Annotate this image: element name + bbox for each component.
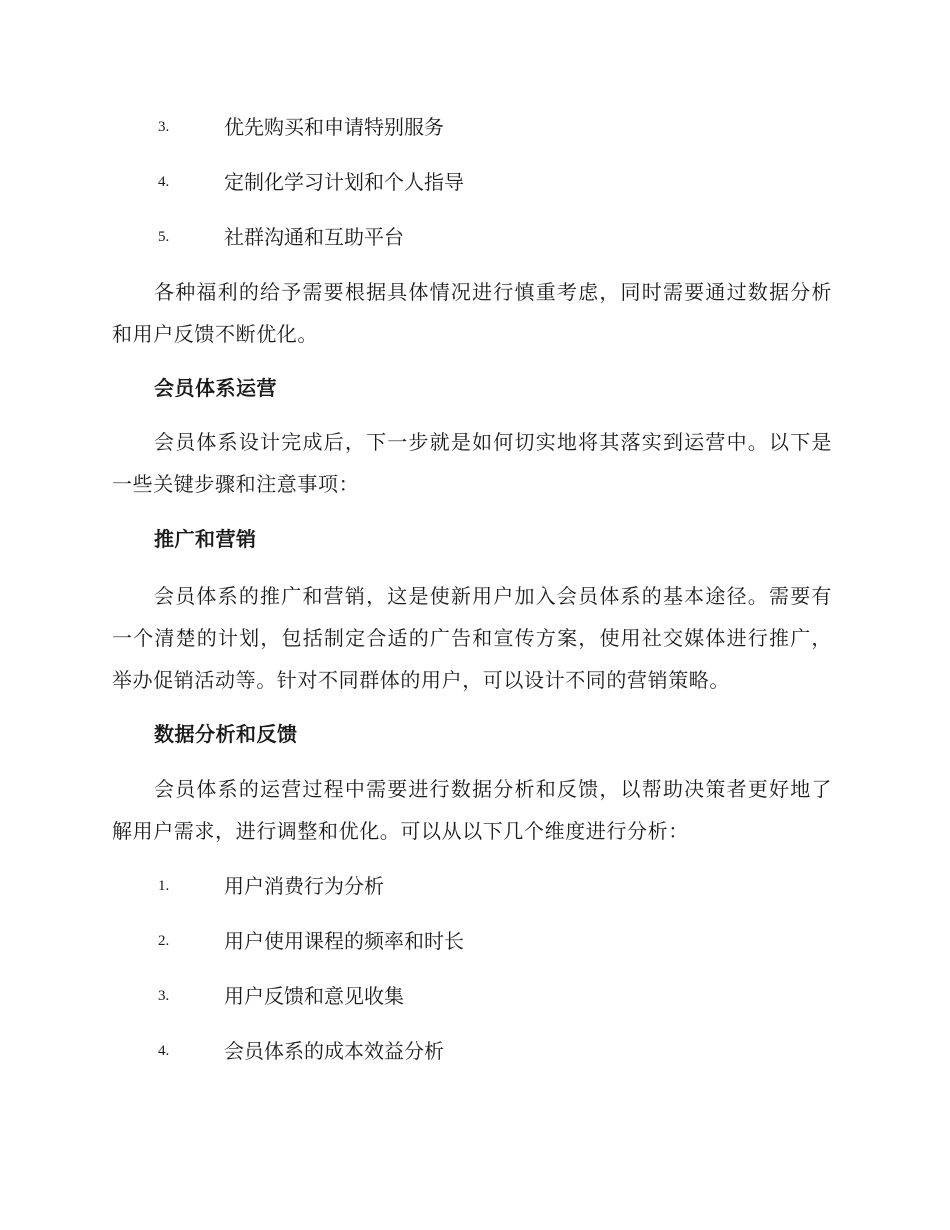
- list-number: 3.: [158, 119, 170, 135]
- list-number: 4.: [158, 174, 170, 190]
- list-text: 用户反馈和意见收集: [224, 984, 404, 1008]
- list-number: 5.: [158, 229, 170, 245]
- list-number: 2.: [158, 933, 170, 949]
- list-number: 4.: [158, 1043, 170, 1059]
- list-number: 1.: [158, 878, 170, 894]
- list-text: 社群沟通和互助平台: [224, 225, 404, 249]
- list-text: 用户使用课程的频率和时长: [224, 929, 464, 953]
- list-item: [0, 866, 950, 906]
- list-text: 定制化学习计划和个人指导: [224, 170, 464, 194]
- list-item: [0, 1031, 950, 1071]
- list-number: 3.: [158, 988, 170, 1004]
- list-item: [0, 217, 950, 257]
- list-text: 优先购买和申请特别服务: [224, 115, 444, 139]
- paragraph: 会员体系的推广和营销，这是使新用户加入会员体系的基本途径。需要有一个清楚的计划，包括制定合适的广告和宣传方案，使用社交媒体进行推广，举办促销活动等。针对不同群体的用户，可以设计不同的营销策略。: [112, 584, 832, 692]
- paragraph: 会员体系设计完成后，下一步就是如何切实地将其落实到运营中。以下是一些关键步骤和注意事项：: [112, 430, 832, 496]
- section-heading: 推广和营销: [154, 527, 257, 551]
- paragraph: 各种福利的给予需要根据具体情况进行慎重考虑，同时需要通过数据分析和用户反馈不断优化。: [112, 280, 832, 346]
- list-text: 用户消费行为分析: [224, 874, 384, 898]
- paragraph: 会员体系的运营过程中需要进行数据分析和反馈，以帮助决策者更好地了解用户需求，进行调整和优化。可以从以下几个维度进行分析：: [112, 777, 832, 843]
- list-item: [0, 976, 950, 1016]
- section-heading: 数据分析和反馈: [154, 722, 298, 746]
- list-item: [0, 162, 950, 202]
- list-item: [0, 107, 950, 147]
- list-text: 会员体系的成本效益分析: [224, 1039, 444, 1063]
- section-heading: 会员体系运营: [154, 376, 277, 400]
- list-item: [0, 921, 950, 961]
